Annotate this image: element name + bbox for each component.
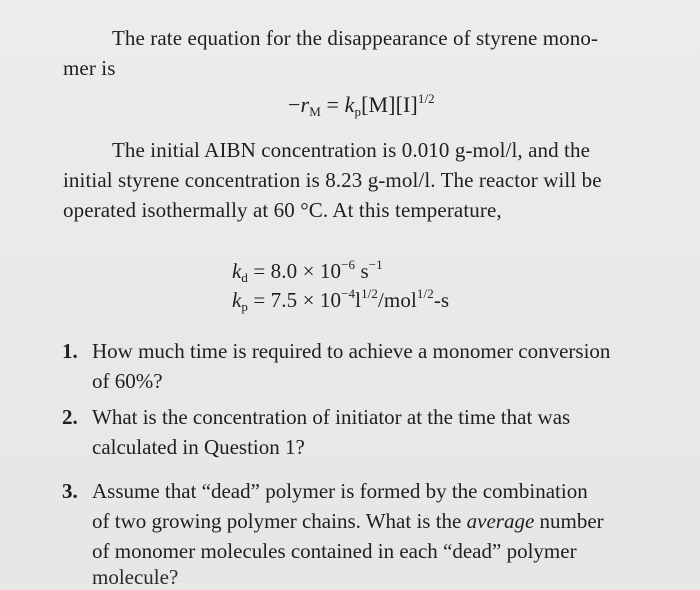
kp-mol-exponent: 1/2	[416, 286, 434, 301]
kp-unit-sec: -s	[433, 288, 450, 312]
kd-unit: s	[355, 259, 369, 283]
equals-sign: =	[320, 92, 345, 117]
kp-subscript-2: p	[241, 299, 249, 314]
kd-unit-exponent: −1	[368, 257, 383, 272]
question-line	[92, 506, 692, 536]
question-line: Assume that “dead” polymer is formed by the combination	[92, 479, 588, 503]
emphasis-average: average	[466, 509, 535, 533]
question-line: What is the concentration of initiator at the time that was	[92, 405, 571, 429]
question-line: How much time is required to achieve a monomer conversion	[92, 339, 611, 363]
kp-exponent: −4	[341, 286, 356, 301]
rate-subscript: M	[309, 104, 321, 119]
kp-unit-mol: /mol	[377, 288, 417, 312]
kp-liter-exponent: 1/2	[361, 286, 378, 301]
question-line-end: number	[534, 509, 604, 533]
question-line-start: of two growing polymer chains. What is the	[92, 509, 467, 533]
paragraph-2-line-1: The initial AIBN concentration is 0.010 g-mol/l, and the	[112, 138, 591, 162]
question-line: calculated in Question 1?	[92, 435, 305, 459]
half-exponent: 1/2	[417, 91, 435, 106]
paragraph-1-line-1: The rate equation for the disappearance of styrene mono-	[112, 26, 599, 50]
kp-value: = 7.5 × 10	[248, 288, 342, 312]
concentration-terms: [M][I]	[361, 92, 418, 117]
kp-symbol-2: k	[232, 288, 242, 312]
rate-equation	[288, 87, 435, 124]
rate-symbol: r	[300, 92, 310, 117]
kp-symbol: k	[344, 92, 355, 117]
paragraph-1-line-2: mer is	[63, 56, 116, 80]
kd-exponent: −6	[341, 257, 356, 272]
question-number: 3.	[62, 479, 78, 503]
question-number: 2.	[62, 405, 78, 429]
paragraph-2-line-3: operated isothermally at 60 °C. At this temperature,	[63, 198, 502, 222]
question-number: 1.	[62, 339, 78, 363]
question-text	[92, 336, 692, 396]
kd-symbol: k	[232, 259, 242, 283]
kp-constant	[232, 282, 449, 319]
minus-sign: −	[288, 92, 301, 117]
cutoff-line: molecule?	[92, 565, 179, 589]
question-line: of monomer molecules contained in each “dead” polymer	[92, 539, 577, 563]
kd-value: = 8.0 × 10	[248, 259, 342, 283]
kp-subscript: p	[354, 104, 362, 119]
question-text	[92, 476, 692, 566]
question-line: of 60%?	[92, 369, 163, 393]
question-text	[92, 402, 692, 462]
kp-unit-liter: l	[355, 288, 362, 312]
paragraph-2-line-2: initial styrene concentration is 8.23 g-mol/l. The reactor will be	[63, 168, 602, 192]
kd-subscript: d	[241, 270, 249, 285]
